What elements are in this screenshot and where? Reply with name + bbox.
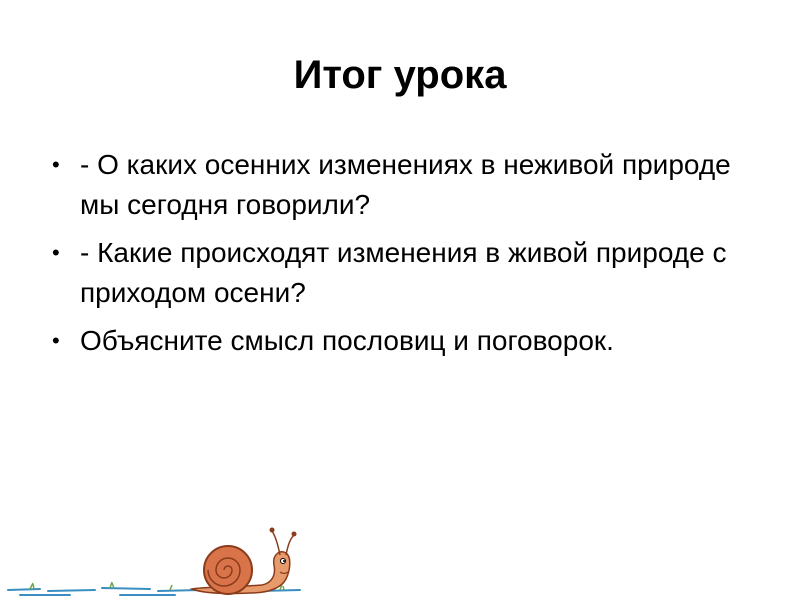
bullet-text: - О каких осенних изменениях в неживой природе мы сегодня говорили? xyxy=(80,149,731,220)
bullet-item-1 xyxy=(48,145,768,225)
slide-title: Итог урока xyxy=(293,53,507,97)
bullet-dot-icon: • xyxy=(52,152,60,177)
snail-shell xyxy=(204,546,252,594)
snail-icon xyxy=(0,515,330,600)
bullet-item-3 xyxy=(48,321,768,361)
bullet-item-2 xyxy=(48,233,768,313)
snail-antenna xyxy=(286,535,294,555)
bullet-dot-icon: • xyxy=(52,328,60,353)
bullet-list xyxy=(48,145,768,369)
bullet-text: Объясните смысл пословиц и поговорок. xyxy=(80,325,614,356)
snail-antenna xyxy=(272,531,280,555)
bullet-text: - Какие происходят изменения в живой природе с приходом осени? xyxy=(80,237,727,308)
bullet-dot-icon: • xyxy=(52,240,60,265)
